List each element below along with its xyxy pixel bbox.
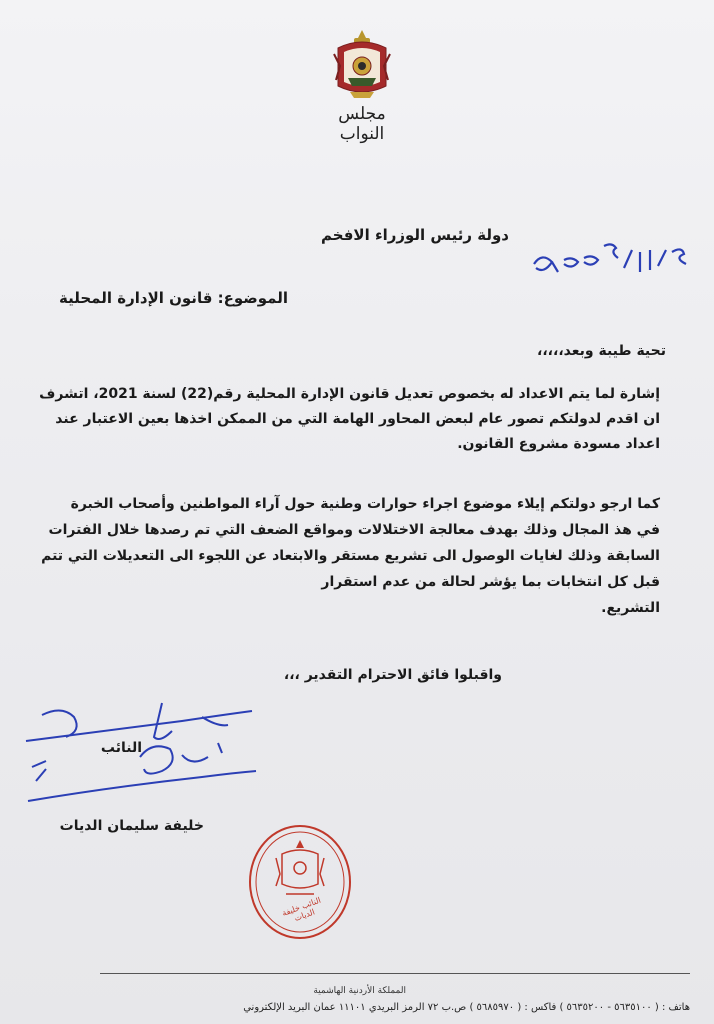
handwritten-date	[528, 238, 690, 290]
addressee: دولة رئيس الوزراء الافخم	[321, 226, 509, 244]
closing-line: واقبلوا فائق الاحترام التقدير ،،،	[283, 667, 502, 683]
paragraph-intro	[39, 382, 660, 457]
institution-logo-text: مجلس النواب	[338, 104, 386, 144]
subject-line: الموضوع: قانون الإدارة المحلية	[59, 289, 288, 307]
signatory-title: النائب	[100, 740, 142, 756]
paragraph-request	[41, 491, 660, 621]
stamp-text: النائب خليفة الديات	[280, 895, 323, 924]
paragraph-line: كما ارجو دولتكم إيلاء موضوع اجراء حوارات وطنية حول آراء المواطنين وأصحاب الخبرة	[70, 496, 660, 512]
footer-contact-info: هاتف : ( ٥٦٣٥١٠٠ - ٥٦٣٥٢٠٠ ) فاكس : ( ٥٦٨٥٩٧٠ ) ص.ب ٧٢ الرمز البريدي ١١١٠١ عمان البريد الإلكتروني	[243, 1002, 690, 1013]
paragraph-line: قبل كل انتخابات بما يؤشر لحالة من عدم استقرار	[321, 574, 660, 590]
paragraph-line: إشارة لما يتم الاعداد له بخصوص تعديل قانون الإدارة المحلية رقم(22) لسنة 2021، اتشرف	[39, 386, 660, 402]
paragraph-line: اعداد مسودة مشروع القانون.	[457, 436, 660, 452]
paragraph-line: ان اقدم لدولتكم تصور عام لبعض المحاور الهامة التي من الممكن اخذها بعين الاعتبار عند	[55, 411, 660, 427]
greeting: تحية طيبة وبعد،،،،،	[537, 343, 666, 359]
official-stamp	[246, 822, 354, 942]
footer-divider	[100, 973, 690, 974]
signatory-name: خليفة سليمان الديات	[59, 818, 204, 834]
paragraph-line: في هذ المجال وذلك بهدف معالجة الاختلالات ومواقع الضعف التي تم رصدها خلال الفترات	[48, 522, 660, 538]
jordan-crest-icon	[330, 26, 394, 102]
paragraph-line: السابقة وذلك لغايات الوصول الى تشريع مستقر والابتعاد عن اللجوء الى التعديلات التي تتم	[41, 548, 660, 564]
paragraph-line: التشريع.	[601, 600, 660, 616]
footer-organization: المملكة الأردنية الهاشمية	[313, 986, 406, 996]
handwritten-signature	[22, 697, 262, 817]
